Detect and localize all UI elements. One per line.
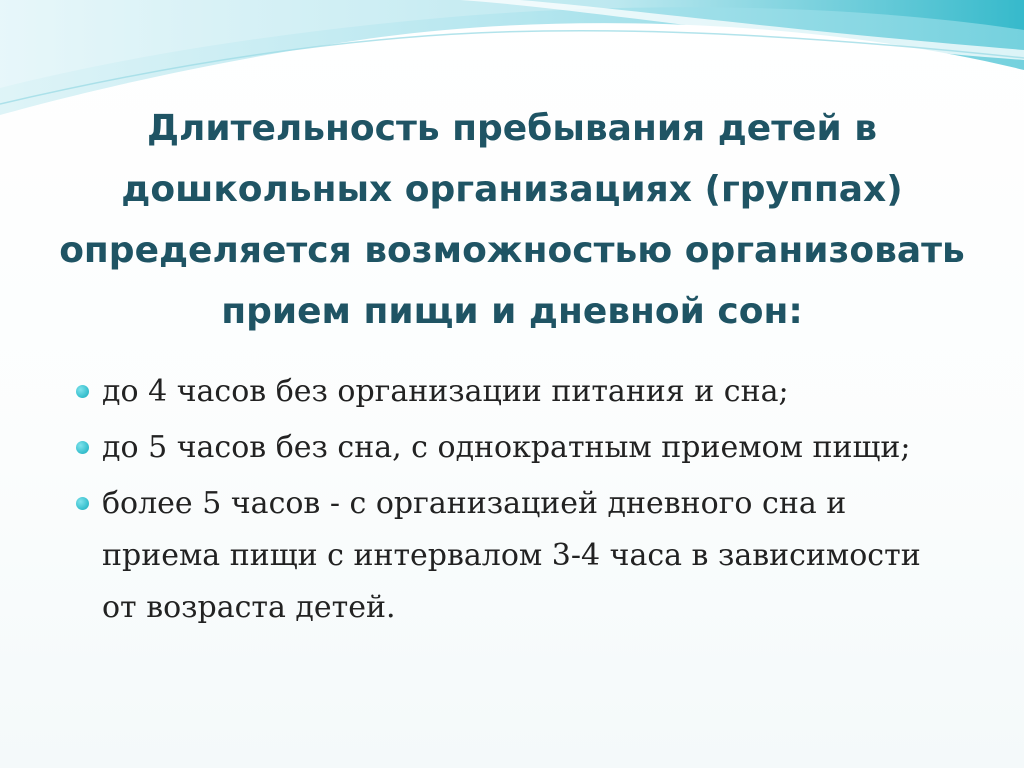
round-bullet-icon [76,441,89,454]
bullet-list [76,366,956,638]
round-bullet-icon [76,385,89,398]
list-item-text: более 5 часов - с организацией дневного сна и приема пищи с интервалом 3-4 часа в зависимости от возраста детей. [102,486,921,625]
list-item-text: до 5 часов без сна, с однократным приемом пищи; [102,430,911,465]
slide-title-rest: в дошкольных организациях (группах) определяется возможностью организовать прием пищи и дневной сон: [59,108,965,332]
list-item [76,422,956,474]
slide-title-bold: Длительность пребывания детей [146,108,842,149]
list-item [76,478,956,634]
slide-title [40,98,984,342]
list-item [76,366,956,418]
list-item-text: до 4 часов без организации питания и сна; [102,374,789,409]
round-bullet-icon [76,497,89,510]
